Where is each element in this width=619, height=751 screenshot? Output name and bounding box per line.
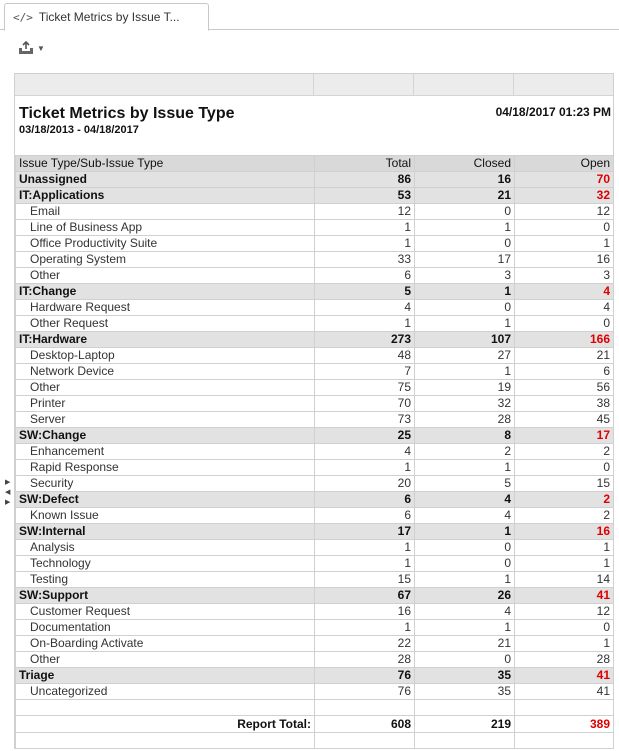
issue-type-cell: Operating System xyxy=(16,252,315,268)
closed-cell: 0 xyxy=(415,236,515,252)
open-cell: 2 xyxy=(515,492,614,508)
closed-cell: 1 xyxy=(415,524,515,540)
spacer-cell xyxy=(16,700,315,716)
report-timestamp: 04/18/2017 01:23 PM xyxy=(495,105,611,119)
open-cell: 16 xyxy=(515,524,614,540)
spacer-row xyxy=(16,733,614,749)
closed-cell: 27 xyxy=(415,348,515,364)
open-cell: 45 xyxy=(515,412,614,428)
open-cell: 14 xyxy=(515,572,614,588)
report-total-open: 389 xyxy=(515,716,614,733)
total-cell: 12 xyxy=(315,204,415,220)
total-cell: 1 xyxy=(315,460,415,476)
issue-type-cell: Hardware Request xyxy=(16,300,315,316)
spacer-cell xyxy=(315,700,415,716)
spacer-cell xyxy=(415,733,515,749)
total-cell: 6 xyxy=(315,492,415,508)
total-cell: 20 xyxy=(315,476,415,492)
issue-type-cell: Triage xyxy=(16,668,315,684)
open-cell: 0 xyxy=(515,620,614,636)
closed-cell: 107 xyxy=(415,332,515,348)
table-row[interactable] xyxy=(16,476,614,492)
closed-cell: 1 xyxy=(415,620,515,636)
table-row[interactable] xyxy=(16,684,614,700)
issue-type-cell: SW:Internal xyxy=(16,524,315,540)
total-cell: 70 xyxy=(315,396,415,412)
issue-type-cell: Other Request xyxy=(16,316,315,332)
table-row[interactable] xyxy=(16,220,614,236)
side-nav-arrows[interactable] xyxy=(5,478,13,508)
total-cell: 67 xyxy=(315,588,415,604)
table-row[interactable] xyxy=(16,572,614,588)
group-row[interactable] xyxy=(16,668,614,684)
closed-cell: 35 xyxy=(415,668,515,684)
issue-type-cell: Other xyxy=(16,268,315,284)
table-row[interactable] xyxy=(16,396,614,412)
open-cell: 1 xyxy=(515,556,614,572)
arrow-right-icon[interactable]: ▶ xyxy=(5,499,11,506)
open-cell: 41 xyxy=(515,668,614,684)
total-cell: 76 xyxy=(315,684,415,700)
total-cell: 1 xyxy=(315,220,415,236)
issue-type-cell: Rapid Response xyxy=(16,460,315,476)
report-panel xyxy=(14,73,614,749)
report-total-total: 608 xyxy=(315,716,415,733)
table-body xyxy=(16,172,614,700)
closed-cell: 17 xyxy=(415,252,515,268)
closed-cell: 16 xyxy=(415,172,515,188)
table-row[interactable] xyxy=(16,556,614,572)
issue-type-cell: Customer Request xyxy=(16,604,315,620)
total-cell: 15 xyxy=(315,572,415,588)
spacer-cell xyxy=(315,733,415,749)
tab-bar xyxy=(0,0,619,30)
report-total-row xyxy=(16,716,614,733)
spacer-cell xyxy=(515,700,614,716)
total-cell: 86 xyxy=(315,172,415,188)
issue-type-cell: IT:Hardware xyxy=(16,332,315,348)
group-row[interactable] xyxy=(16,428,614,444)
open-cell: 41 xyxy=(515,684,614,700)
total-cell: 4 xyxy=(315,444,415,460)
closed-cell: 0 xyxy=(415,300,515,316)
issue-type-cell: Known Issue xyxy=(16,508,315,524)
total-cell: 48 xyxy=(315,348,415,364)
closed-cell: 3 xyxy=(415,268,515,284)
group-row[interactable] xyxy=(16,172,614,188)
spacer-cell xyxy=(415,700,515,716)
open-cell: 41 xyxy=(515,588,614,604)
closed-cell: 5 xyxy=(415,476,515,492)
total-cell: 1 xyxy=(315,540,415,556)
arrow-right-icon[interactable]: ▶ xyxy=(5,479,11,486)
open-cell: 70 xyxy=(515,172,614,188)
issue-type-cell: Server xyxy=(16,412,315,428)
issue-type-cell: Documentation xyxy=(16,620,315,636)
total-cell: 1 xyxy=(315,236,415,252)
table-row[interactable] xyxy=(16,316,614,332)
closed-cell: 1 xyxy=(415,572,515,588)
issue-type-cell: Other xyxy=(16,380,315,396)
table-row[interactable] xyxy=(16,540,614,556)
open-cell: 38 xyxy=(515,396,614,412)
open-cell: 21 xyxy=(515,348,614,364)
header-strip-cell xyxy=(414,74,514,96)
column-header-issue-type[interactable]: Issue Type/Sub-Issue Type xyxy=(16,156,315,172)
total-cell: 16 xyxy=(315,604,415,620)
closed-cell: 2 xyxy=(415,444,515,460)
total-cell: 25 xyxy=(315,428,415,444)
issue-type-cell: Desktop-Laptop xyxy=(16,348,315,364)
total-cell: 1 xyxy=(315,620,415,636)
closed-cell: 4 xyxy=(415,604,515,620)
table-row[interactable] xyxy=(16,236,614,252)
closed-cell: 1 xyxy=(415,364,515,380)
open-cell: 1 xyxy=(515,636,614,652)
table-row[interactable] xyxy=(16,444,614,460)
open-cell: 16 xyxy=(515,252,614,268)
open-cell: 166 xyxy=(515,332,614,348)
table-row[interactable] xyxy=(16,412,614,428)
issue-type-cell: Analysis xyxy=(16,540,315,556)
table-row[interactable] xyxy=(16,652,614,668)
open-cell: 1 xyxy=(515,540,614,556)
issue-type-cell: Testing xyxy=(16,572,315,588)
report-date-range: 03/18/2013 - 04/18/2017 xyxy=(19,124,139,136)
report-header-strip xyxy=(15,74,613,96)
export-icon xyxy=(18,41,34,55)
issue-type-cell: Enhancement xyxy=(16,444,315,460)
closed-cell: 19 xyxy=(415,380,515,396)
table-row[interactable] xyxy=(16,252,614,268)
open-cell: 32 xyxy=(515,188,614,204)
column-header-closed[interactable]: Closed xyxy=(415,156,515,172)
tab-report[interactable] xyxy=(4,3,209,31)
total-cell: 33 xyxy=(315,252,415,268)
open-cell: 2 xyxy=(515,508,614,524)
closed-cell: 1 xyxy=(415,220,515,236)
total-cell: 73 xyxy=(315,412,415,428)
report-title: Ticket Metrics by Issue Type xyxy=(19,105,235,122)
group-row[interactable] xyxy=(16,588,614,604)
total-cell: 1 xyxy=(315,556,415,572)
issue-type-cell: IT:Change xyxy=(16,284,315,300)
table-row[interactable] xyxy=(16,348,614,364)
issue-type-cell: Line of Business App xyxy=(16,220,315,236)
total-cell: 273 xyxy=(315,332,415,348)
closed-cell: 0 xyxy=(415,556,515,572)
closed-cell: 35 xyxy=(415,684,515,700)
closed-cell: 0 xyxy=(415,540,515,556)
open-cell: 12 xyxy=(515,604,614,620)
metrics-table xyxy=(15,155,614,749)
group-row[interactable] xyxy=(16,492,614,508)
closed-cell: 1 xyxy=(415,316,515,332)
total-cell: 7 xyxy=(315,364,415,380)
open-cell: 28 xyxy=(515,652,614,668)
total-cell: 22 xyxy=(315,636,415,652)
table-row[interactable] xyxy=(16,636,614,652)
open-cell: 0 xyxy=(515,460,614,476)
closed-cell: 21 xyxy=(415,636,515,652)
open-cell: 4 xyxy=(515,300,614,316)
chevron-down-icon: ▼ xyxy=(37,43,45,53)
closed-cell: 28 xyxy=(415,412,515,428)
spacer-cell xyxy=(16,733,315,749)
issue-type-cell: SW:Change xyxy=(16,428,315,444)
group-row[interactable] xyxy=(16,284,614,300)
open-cell: 56 xyxy=(515,380,614,396)
closed-cell: 4 xyxy=(415,492,515,508)
issue-type-cell: Other xyxy=(16,652,315,668)
table-row[interactable] xyxy=(16,300,614,316)
total-cell: 5 xyxy=(315,284,415,300)
table-row[interactable] xyxy=(16,364,614,380)
issue-type-cell: SW:Support xyxy=(16,588,315,604)
table-row[interactable] xyxy=(16,620,614,636)
group-row[interactable] xyxy=(16,188,614,204)
table-row[interactable] xyxy=(16,508,614,524)
table-row[interactable] xyxy=(16,204,614,220)
report-total-label: Report Total: xyxy=(16,716,315,733)
total-cell: 6 xyxy=(315,268,415,284)
report-total-closed: 219 xyxy=(415,716,515,733)
tab-title: Ticket Metrics by Issue T... xyxy=(38,10,180,24)
table-row[interactable] xyxy=(16,460,614,476)
total-cell: 28 xyxy=(315,652,415,668)
issue-type-cell: Printer xyxy=(16,396,315,412)
closed-cell: 26 xyxy=(415,588,515,604)
issue-type-cell: Network Device xyxy=(16,364,315,380)
total-cell: 53 xyxy=(315,188,415,204)
closed-cell: 32 xyxy=(415,396,515,412)
open-cell: 15 xyxy=(515,476,614,492)
header-strip-cell xyxy=(314,74,414,96)
column-header-total[interactable]: Total xyxy=(315,156,415,172)
table-row[interactable] xyxy=(16,380,614,396)
open-cell: 1 xyxy=(515,236,614,252)
closed-cell: 0 xyxy=(415,652,515,668)
total-cell: 75 xyxy=(315,380,415,396)
issue-type-cell: Uncategorized xyxy=(16,684,315,700)
issue-type-cell: IT:Applications xyxy=(16,188,315,204)
table-row[interactable] xyxy=(16,604,614,620)
open-cell: 12 xyxy=(515,204,614,220)
group-row[interactable] xyxy=(16,332,614,348)
total-cell: 4 xyxy=(315,300,415,316)
open-cell: 0 xyxy=(515,220,614,236)
arrow-left-icon[interactable]: ◀ xyxy=(5,489,11,496)
group-row[interactable] xyxy=(16,524,614,540)
spacer-cell xyxy=(515,733,614,749)
open-cell: 3 xyxy=(515,268,614,284)
open-cell: 6 xyxy=(515,364,614,380)
closed-cell: 1 xyxy=(415,284,515,300)
header-strip-cell xyxy=(15,74,314,96)
open-cell: 4 xyxy=(515,284,614,300)
open-cell: 0 xyxy=(515,316,614,332)
total-cell: 76 xyxy=(315,668,415,684)
closed-cell: 4 xyxy=(415,508,515,524)
issue-type-cell: Security xyxy=(16,476,315,492)
table-header-row xyxy=(16,156,614,172)
issue-type-cell: SW:Defect xyxy=(16,492,315,508)
table-row[interactable] xyxy=(16,268,614,284)
closed-cell: 0 xyxy=(415,204,515,220)
closed-cell: 8 xyxy=(415,428,515,444)
code-icon: </> xyxy=(13,10,33,24)
open-cell: 17 xyxy=(515,428,614,444)
column-header-open[interactable]: Open xyxy=(515,156,614,172)
spacer-row xyxy=(16,700,614,716)
issue-type-cell: On-Boarding Activate xyxy=(16,636,315,652)
open-cell: 2 xyxy=(515,444,614,460)
total-cell: 17 xyxy=(315,524,415,540)
closed-cell: 21 xyxy=(415,188,515,204)
issue-type-cell: Email xyxy=(16,204,315,220)
issue-type-cell: Technology xyxy=(16,556,315,572)
issue-type-cell: Office Productivity Suite xyxy=(16,236,315,252)
total-cell: 1 xyxy=(315,316,415,332)
export-button[interactable] xyxy=(18,38,52,58)
issue-type-cell: Unassigned xyxy=(16,172,315,188)
total-cell: 6 xyxy=(315,508,415,524)
closed-cell: 1 xyxy=(415,460,515,476)
